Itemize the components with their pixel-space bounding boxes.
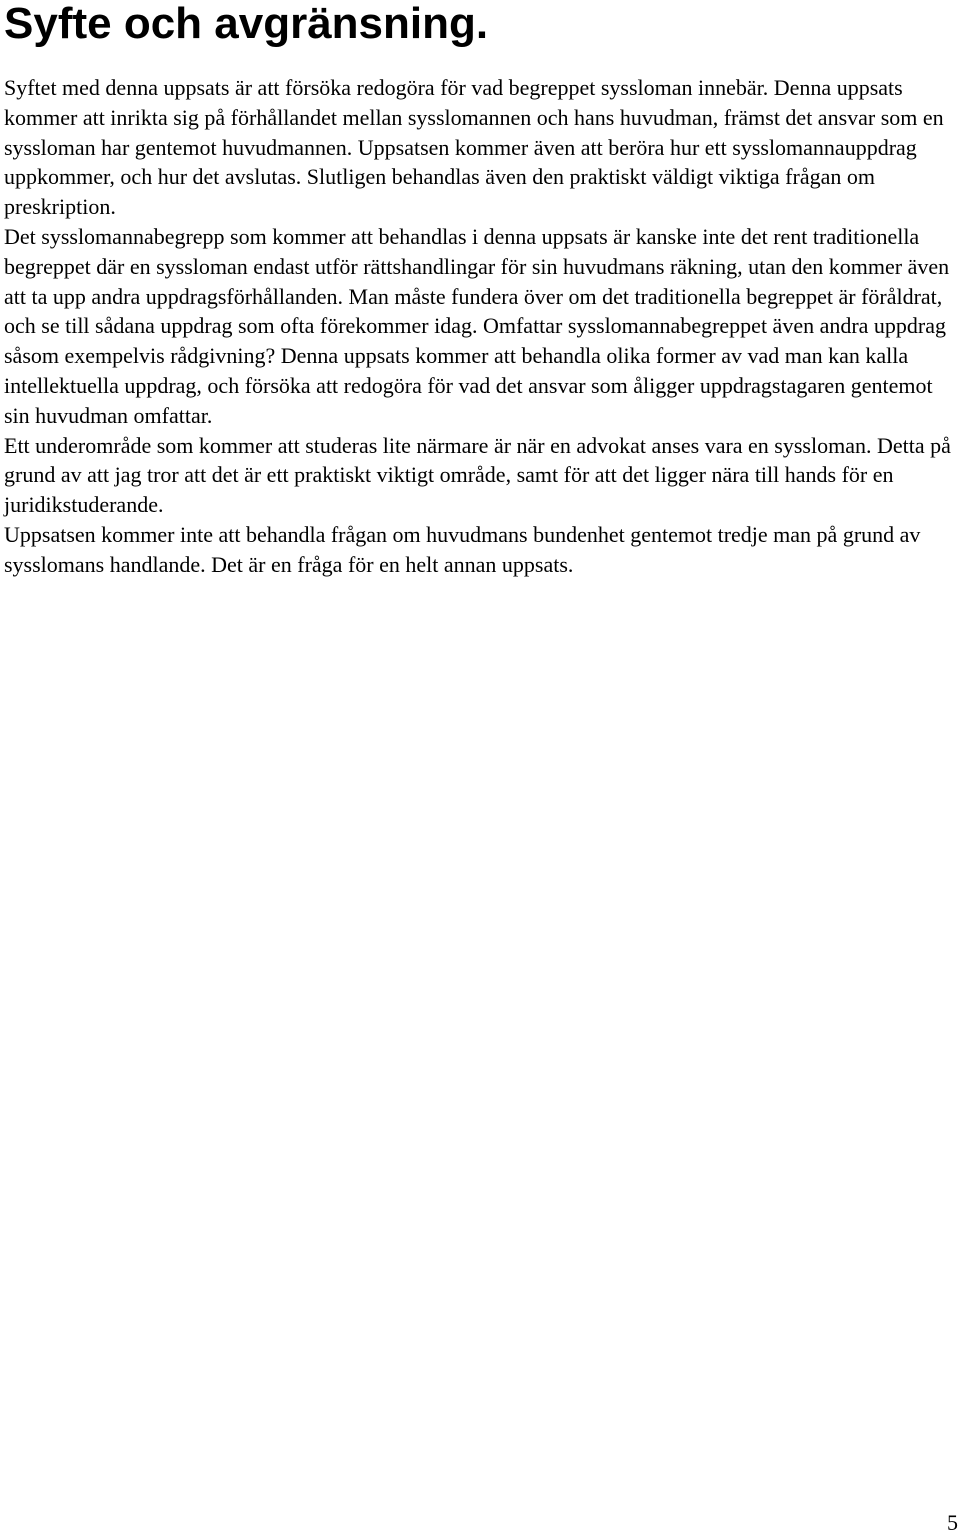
body-text (4, 73, 954, 580)
paragraph-purpose: Syftet med denna uppsats är att försöka redogöra för vad begreppet syssloman innebär. Denna uppsats kommer att inrikta sig på förhållandet mellan sysslomannen och hans huvudman, främst det ansvar som en syssloman har gentemot huvudmannen. Uppsatsen kommer även att beröra hur ett sysslomannauppdrag uppkommer, och hur det avslutas. Slutligen behandlas även den praktiskt väldigt viktiga frågan om preskription. (4, 75, 944, 220)
paragraph-limitation: Uppsatsen kommer inte att behandla frågan om huvudmans bundenhet gentemot tredje man på grund av sysslomans handlande. Det är en fråga för en helt annan uppsats. (4, 521, 921, 577)
section-heading: Syfte och avgränsning. (4, 0, 489, 48)
paragraph-lawyer: Ett underområde som kommer att studeras lite närmare är när en advokat anses vara en syssloman. Detta på grund av att jag tror att det är ett praktiskt viktigt område, samt för att det ligger nära till hands för en juridikstuderande. (4, 432, 951, 518)
page-number: 5 (947, 1510, 958, 1535)
paragraph-concept: Det sysslomannabegrepp som kommer att behandlas i denna uppsats är kanske inte det rent traditionella begreppet där en syssloman endast utför rättshandlingar för sin huvudmans räkning, utan den kommer även att ta upp andra uppdragsförhållanden. Man måste fundera över om det traditionella begreppet är föråldrat, och se till sådana uppdrag som ofta förekommer idag. Omfattar sysslomannabegreppet även andra uppdrag såsom exempelvis rådgivning? Denna uppsats kommer att behandla olika former av vad man kan kalla intellektuella uppdrag, och försöka att redogöra för vad det ansvar som åligger uppdragstagaren gentemot sin huvudman omfattar. (4, 223, 950, 428)
